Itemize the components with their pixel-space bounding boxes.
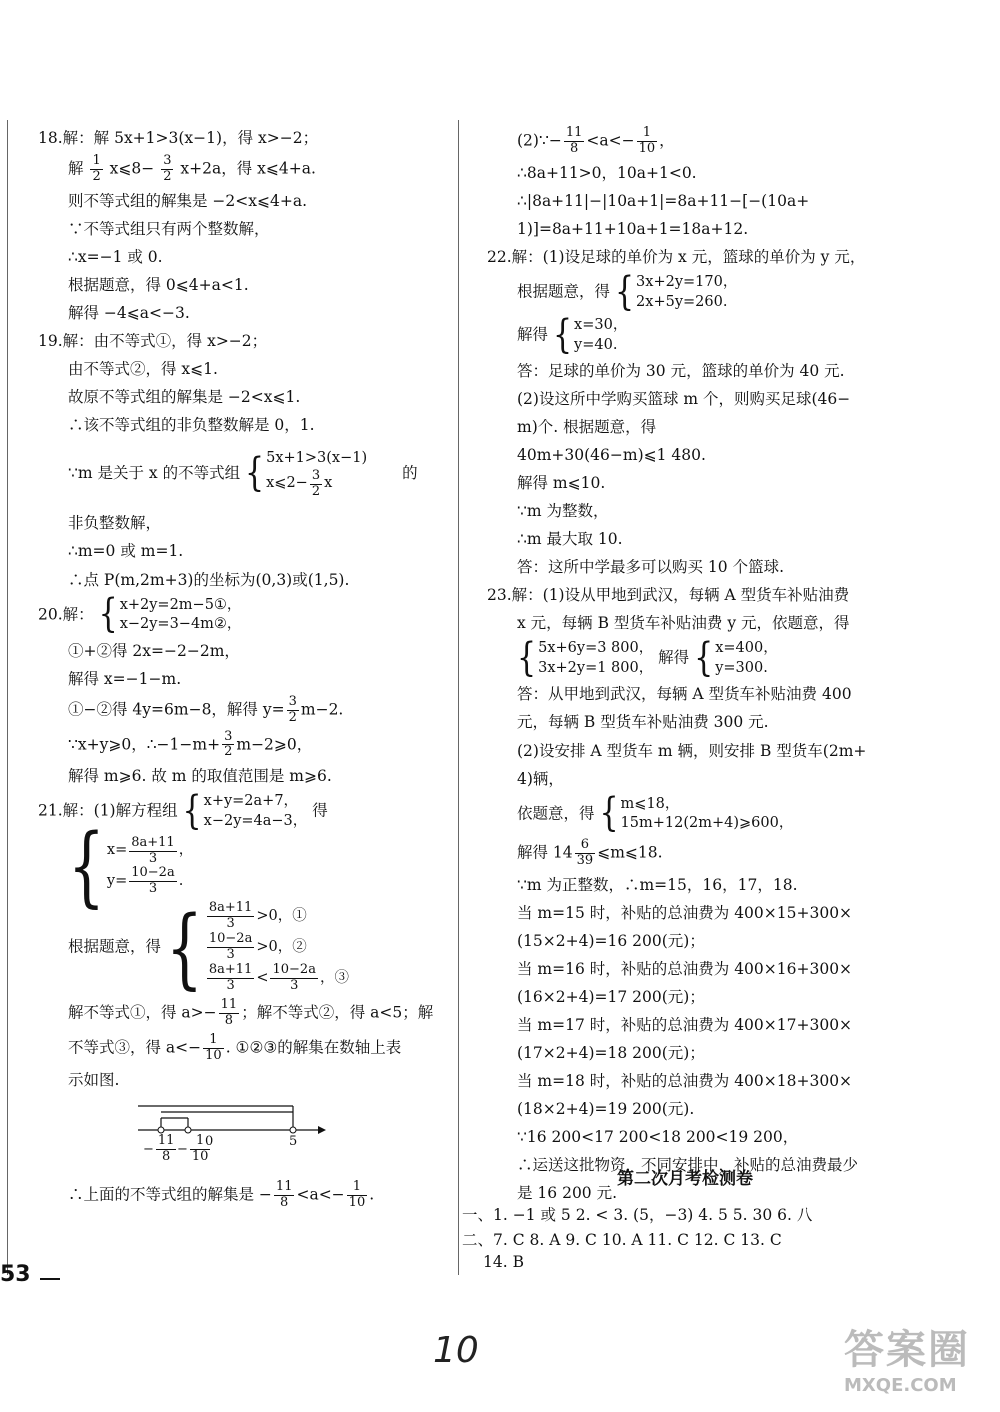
equation-system: { m⩽18， 15m+12(2m+4)⩾600， [599,790,794,837]
tick-label: 5 [289,1133,298,1149]
page-number-dash [40,1278,60,1280]
fraction: $\frac{8a+11}{3}$ [208,900,253,932]
text-line: ∴m=0 或 m=1. [68,542,184,561]
equation-system: { 5x+1>3(x−1) x⩽2− $\frac{3}{2}$ x [245,450,368,499]
text-line: 元，每辆 B 型货车补贴油费 300 元. [517,713,769,732]
text-line: ①−②得 4y=6m−8，解得 y= $\frac{3}{2}$ m−2. [68,693,344,725]
fraction: $\frac{3}{2}$ [163,153,172,184]
section-title: 第二次月考检测卷 [617,1169,753,1189]
text-line: 当 m=17 时，补贴的总油费为 400×17+300× [517,1015,853,1034]
text-line: 依题意，得 { m⩽18， 15m+12(2m+4)⩾600， [517,790,794,837]
text-line: (2)设安排 A 型货车 m 辆，则安排 B 型货车(2m+ [517,741,867,760]
answer-row: 二、7. C 8. A 9. C 10. A 11. C 12. C 13. C [462,1231,782,1249]
text-line: 不等式③，得 a<− $\frac{1}{10}$ . ①②③的解集在数轴上表 [68,1031,402,1063]
text-line: 当 m=16 时，补贴的总油费为 400×16+300× [517,959,853,978]
left-border-line [7,120,8,1275]
text-line: 则不等式组的解集是 −2<x⩽4+a. [68,191,308,210]
text-line: (2)设这所中学购买篮球 m 个，则购买足球(46− [517,390,851,409]
text-line: 由不等式②，得 x⩽1. [68,359,218,378]
number-line-svg [133,1098,333,1138]
watermark-logo [844,1318,994,1408]
text-line: ∴运送这批物资，不同安排中，补贴的总油费最少 [517,1155,859,1174]
text-line: 答：从甲地到武汉，每辆 A 型货车补贴油费 400 [517,685,852,704]
page-number: 53 [0,1262,31,1287]
text-line: ∴8a+11>0，10a+1<0. [517,163,697,182]
text-line: (2)∵− $\frac{11}{8}$ <a<− $\frac{1}{10}$ ， [517,125,675,156]
fraction: $\frac{11}{8}$ [565,125,583,156]
equation-system: { x=400， y=300. [694,635,778,682]
brace-icon: { [245,450,265,497]
text-line: 解得 m⩽10. [517,474,606,493]
fraction: $\frac{8a+11}{3}$ [208,962,253,993]
problem-22 [487,245,887,579]
brace-icon: { [517,635,537,682]
text-line: ∵x+y⩾0，∴−1−m+ $\frac{3}{2}$ m−2⩾0， [68,728,313,760]
text-line: 解不等式①，得 a>− $\frac{11}{8}$ ；解不等式②，得 a<5；解 [68,996,434,1028]
equation-system: { x+y=2a+7， x−2y=4a−3， [182,788,308,835]
text-line: (15×2+4)=16 200(元)； [517,931,705,950]
text-line: ∴|8a+11|−|10a+1|=8a+11−[−(10a+ [517,191,810,210]
text-line: 4)辆， [517,769,564,788]
problem-19 [38,329,438,592]
text-line: 解得 14 $\frac{6}{39}$ ⩽m⩽18. [517,836,663,868]
left-column [38,122,438,1215]
text-line: (17×2+4)=18 200(元)； [517,1043,705,1062]
equation-system: { 3x+2y=170， 2x+5y=260. [614,269,738,315]
text-line: 非负整数解， [68,514,162,533]
text-line: ∵16 200<17 200<18 200<19 200， [517,1127,799,1146]
text-line: m)个. 根据题意，得 [517,418,657,437]
text-line: { 5x+6y=3 800， 3x+2y=1 800， 解得 { x=400， y=300. [517,635,778,682]
brace-icon: { [614,269,635,315]
text-line: 当 m=18 时，补贴的总油费为 400×18+300× [517,1071,853,1090]
text-line: 根据题意，得 0⩽4+a<1. [68,275,249,294]
brace-icon: { [694,635,714,682]
equation-system: { x= $\frac{8a+11}{3}$ ， y= $\frac{10-2a}{3}$ . [68,815,194,918]
equation-system: { x+2y=2m−5①， x−2y=3−4m②， [98,591,242,638]
problem-21-part2 [487,126,887,241]
fraction: $\frac{11}{8}$ [275,1178,293,1210]
text-line: 解 $\frac{1}{2}$ x⩽8− $\frac{3}{2}$ x+2a，得 x⩽4+a. [68,153,316,184]
text-line: 解得 x=−1−m. [68,669,182,688]
equation-system: { x=30， y=40. [552,312,628,358]
problem-18 [38,126,438,325]
text-line: 解得 m⩾6. 故 m 的取值范围是 m⩾6. [68,767,332,786]
text-line: ∴m 最大取 10. [517,530,623,549]
brace-icon: { [182,788,202,835]
problem-23 [487,583,887,1204]
brace-icon: { [98,591,118,638]
watermark-text: 答案圈 [844,1327,970,1373]
text-line: 解得 { x=30， y=40. [517,312,628,358]
text-line: 21.解：(1)解方程组 { x+y=2a+7， x−2y=4a−3， 得 [38,788,328,835]
text-line: ∴该不等式组的非负整数解是 0，1. [68,416,315,435]
text-line: x 元，每辆 B 型货车补贴油费 y 元，依题意，得 [517,614,850,633]
right-column [487,122,887,1209]
text-line: ∴上面的不等式组的解集是 − $\frac{11}{8}$ <a<− $\frac{1}{10}$ . [68,1178,375,1210]
brace-icon: { [68,815,105,918]
text-line: 20.解： { x+2y=2m−5①， x−2y=3−4m②， [38,591,242,638]
fraction: $\frac{1}{10}$ [348,1178,366,1210]
answer-row: 14. B [483,1253,524,1271]
text-line: ①+②得 2x=−2−2m， [68,641,240,660]
text-line: (16×2+4)=17 200(元)； [517,987,705,1006]
fraction: $\frac{6}{39}$ [576,836,594,868]
brace-icon: { [599,790,619,837]
text-line: 根据题意，得 { 3x+2y=170， 2x+5y=260. [517,269,738,315]
number-line-figure [133,1098,333,1176]
tick-label: − $\frac{11}{8}$ [143,1132,175,1164]
fraction: $\frac{3}{2}$ [311,467,321,499]
fraction: $\frac{10-2a}{3}$ [272,962,316,993]
fraction: $\frac{1}{2}$ [92,153,101,184]
fraction: $\frac{3}{2}$ [288,693,297,725]
fraction: $\frac{10-2a}{3}$ [131,865,175,897]
problem-21 [38,788,438,1210]
fraction: $\frac{8a+11}{3}$ [131,834,175,866]
text-line: 答：这所中学最多可以购买 10 个篮球. [517,558,785,577]
fraction: $\frac{1}{10}$ [638,125,656,156]
text-line: 根据题意，得 { $\frac{8a+11}{3}$ >0，① $\frac{10-2a}{3}$ >0，② $\frac{8a+11}{3}$ < $\frac{10-2a}{3}$ ，③ [68,896,349,999]
text-line: 18.解：解 5x+1>3(x−1)，得 x>−2； [38,129,319,147]
text-line: ∴x=−1 或 0. [68,247,163,266]
watermark-url: MXQE.COM [844,1375,957,1396]
text-line: ∵m 是关于 x 的不等式组 { 5x+1>3(x−1) x⩽2− $\frac{3}{2}$ x 的 [68,450,418,499]
text-line: 答：足球的单价为 30 元，篮球的单价为 40 元. [517,362,845,381]
text-line: ∵m 为整数， [517,502,609,521]
tick-label: − $\frac{1}{10}$ [177,1132,209,1164]
text-line: 19.解：由不等式①，得 x>−2； [38,331,268,350]
handwritten-mark: 10 [433,1330,479,1371]
tick-label: 0 [205,1133,214,1149]
fraction: $\frac{11}{8}$ [157,1132,175,1164]
text-line: 故原不等式组的解集是 −2<x⩽1. [68,388,301,406]
text-line [38,815,438,918]
text-line: 解得 −4⩽a<−3. [68,303,190,322]
fraction: $\frac{1}{10}$ [191,1132,209,1164]
text-line: 23.解：(1)设从甲地到武汉，每辆 A 型货车补贴油费 [487,586,850,605]
fraction: $\frac{11}{8}$ [220,996,238,1028]
text-line: ∴点 P(m,2m+3)的坐标为(0,3)或(1,5). [68,570,350,589]
text-line: ∵m 为正整数，∴m=15，16，17，18. [517,875,798,894]
equation-system: { 5x+6y=3 800， 3x+2y=1 800， [517,635,654,682]
text-line: 1)]=8a+11+10a+1=18a+12. [517,219,749,238]
fraction: $\frac{1}{10}$ [205,1031,222,1063]
equation-system: { $\frac{8a+11}{3}$ >0，① $\frac{10-2a}{3}$ >0，② $\frac{8a+11}{3}$ < $\frac{10-2a}{3}$ ，③ [165,896,349,999]
fraction: $\frac{10-2a}{3}$ [208,931,253,963]
problem-20 [38,591,438,789]
answer-row: 一、1. −1 或 5 2. < 3. (5，−3) 4. 5 5. 30 6. 八 [462,1206,813,1224]
brace-icon: { [165,896,203,999]
column-divider [458,120,459,1275]
text-line: 22.解：(1)设足球的单价为 x 元，篮球的单价为 y 元， [487,247,866,266]
text-line: (18×2+4)=19 200(元). [517,1099,695,1118]
fraction: $\frac{3}{2}$ [224,728,233,760]
text-line: 示如图. [68,1070,120,1089]
text-line: 是 16 200 元. [517,1183,618,1202]
brace-icon: { [552,312,573,358]
text-line: 当 m=15 时，补贴的总油费为 400×15+300× [517,903,853,922]
text-line: 40m+30(46−m)⩽1 480. [517,446,706,465]
text-line: ∵不等式组只有两个整数解， [68,219,270,238]
